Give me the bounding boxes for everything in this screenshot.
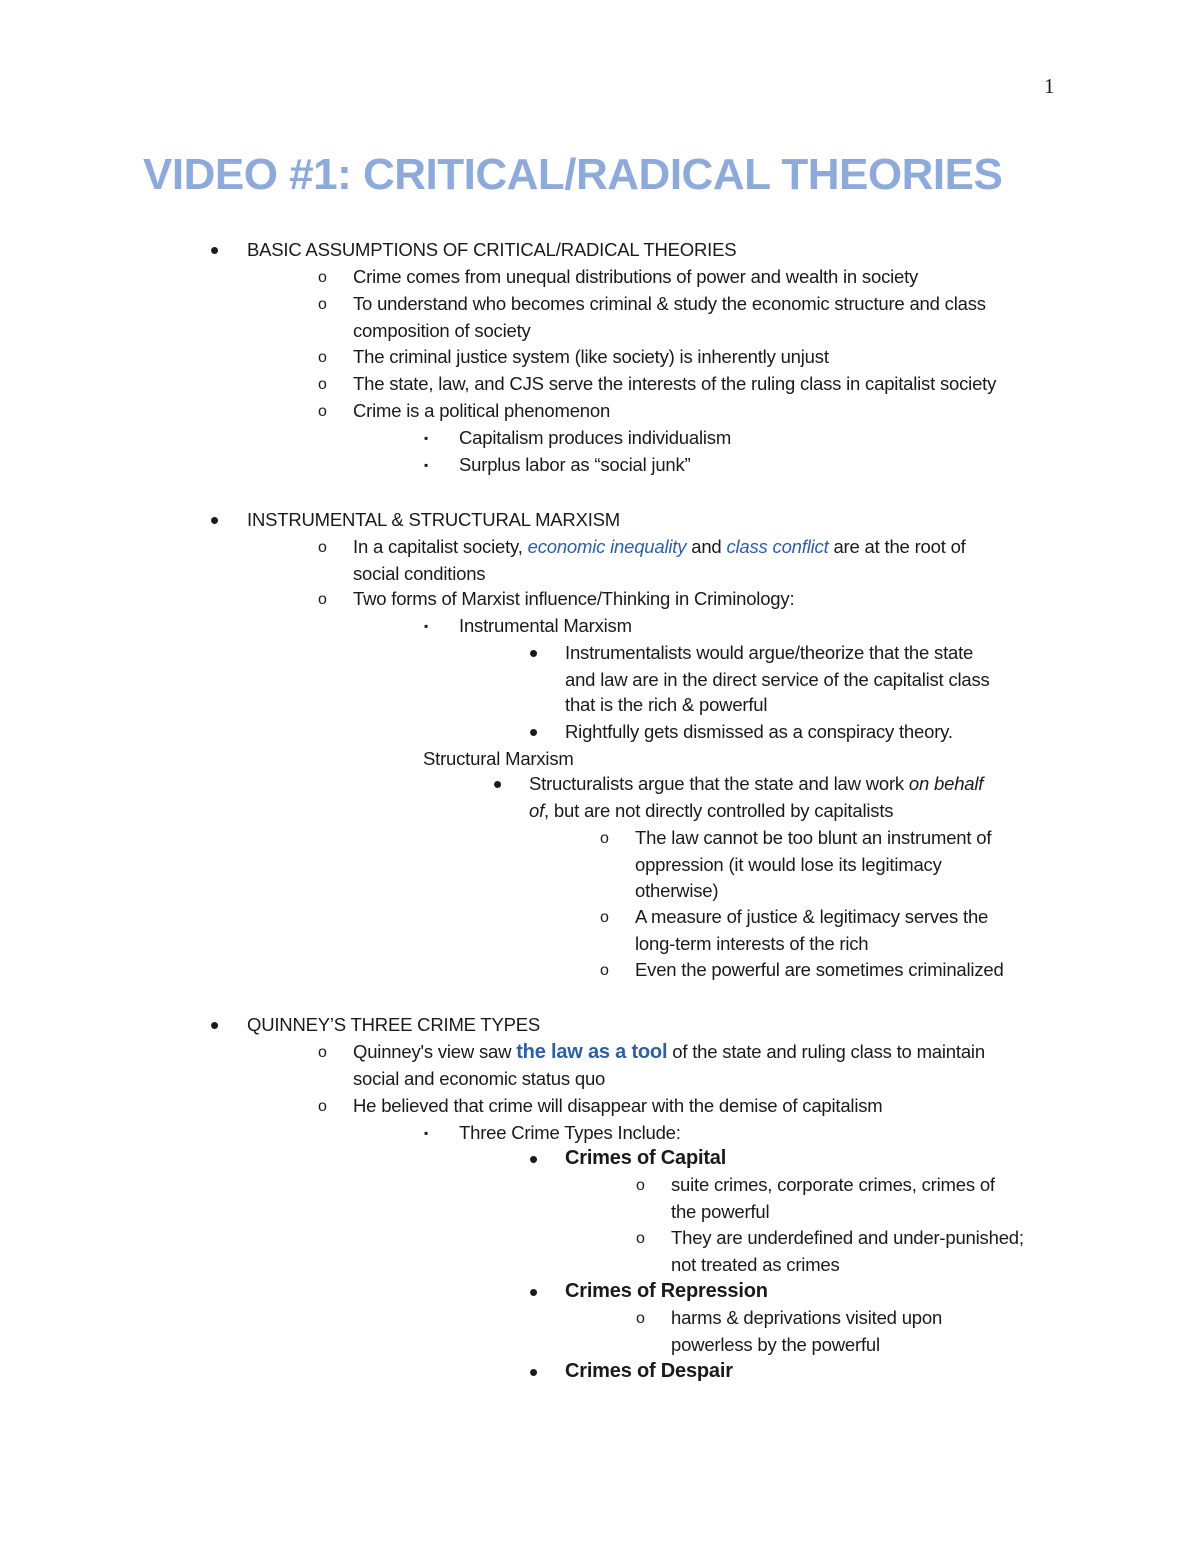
bullet-icon: • <box>529 1357 539 1387</box>
list-item: Crime is a political phenomenon <box>353 400 611 421</box>
circle-bullet-icon: o <box>318 403 327 420</box>
list-item: The state, law, and CJS serve the interests of the ruling class in capitalist society <box>353 373 997 394</box>
point-continuation: of, but are not directly controlled by capitalists <box>529 800 894 821</box>
bullet-icon: • <box>529 1144 539 1174</box>
sub-point: They are underdefined and under-punished; <box>671 1227 1024 1248</box>
circle-bullet-icon: o <box>318 539 327 556</box>
circle-bullet-icon: o <box>600 962 609 979</box>
section-heading-marxism: INSTRUMENTAL & STRUCTURAL MARXISM <box>247 509 621 530</box>
bullet-icon: • <box>210 505 220 535</box>
circle-bullet-icon: o <box>318 591 327 608</box>
point-continuation: that is the rich & powerful <box>565 694 768 715</box>
point: Instrumentalists would argue/theorize that the state <box>565 642 974 663</box>
circle-bullet-icon: o <box>318 1098 327 1115</box>
sub-point-continuation: long-term interests of the rich <box>635 933 869 954</box>
section-heading-quinney: QUINNEY’S THREE CRIME TYPES <box>247 1014 541 1035</box>
section-heading-basic-assumptions: BASIC ASSUMPTIONS OF CRITICAL/RADICAL THEORIES <box>247 239 737 260</box>
list-item: Crime comes from unequal distributions of power and wealth in society <box>353 266 919 287</box>
sub-list-item: Three Crime Types Include: <box>459 1122 681 1143</box>
sub-point-continuation: not treated as crimes <box>671 1254 840 1275</box>
list-item: Quinney's view saw the law as a tool of the state and ruling class to maintain <box>353 1041 985 1063</box>
bullet-icon: • <box>529 1277 539 1307</box>
circle-bullet-icon: o <box>600 909 609 926</box>
list-item-continuation: composition of society <box>353 320 531 341</box>
list-item: To understand who becomes criminal & study the economic structure and class <box>353 293 986 314</box>
list-item: Two forms of Marxist influence/Thinking in Criminology: <box>353 588 795 609</box>
crime-type-repression: Crimes of Repression <box>565 1280 768 1302</box>
crime-type-despair: Crimes of Despair <box>565 1360 733 1382</box>
page-title: VIDEO #1: CRITICAL/RADICAL THEORIES <box>143 150 1003 199</box>
circle-bullet-icon: o <box>318 1044 327 1061</box>
bullet-icon: • <box>529 638 539 668</box>
highlight-law-as-tool: the law as a tool <box>516 1041 668 1063</box>
point: Structuralists argue that the state and law work on behalf <box>529 773 984 794</box>
sub-point: harms & deprivations visited upon <box>671 1307 943 1328</box>
structural-marxism-label: Structural Marxism <box>423 748 574 769</box>
sub-list-item: Capitalism produces individualism <box>459 427 732 448</box>
bullet-icon: • <box>210 235 220 265</box>
sub-point-continuation: oppression (it would lose its legitimacy <box>635 854 942 875</box>
sub-point-continuation: powerless by the powerful <box>671 1334 880 1355</box>
highlight-economic-inequality: economic inequality <box>527 536 687 557</box>
sub-point: The law cannot be too blunt an instrument of <box>635 827 992 848</box>
sub-point: suite crimes, corporate crimes, crimes of <box>671 1174 995 1195</box>
list-item: In a capitalist society, economic inequality and class conflict are at the root of <box>353 536 966 557</box>
circle-bullet-icon: o <box>636 1177 645 1194</box>
sub-point: A measure of justice & legitimacy serves the <box>635 906 989 927</box>
bullet-icon: • <box>210 1010 220 1040</box>
sub-list-item: Surplus labor as “social junk” <box>459 454 691 475</box>
crime-type-capital: Crimes of Capital <box>565 1147 727 1169</box>
sub-point: Even the powerful are sometimes criminalized <box>635 959 1004 980</box>
circle-bullet-icon: o <box>318 349 327 366</box>
square-bullet-icon: ▪ <box>424 431 429 445</box>
square-bullet-icon: ▪ <box>424 458 429 472</box>
circle-bullet-icon: o <box>318 296 327 313</box>
list-item: The criminal justice system (like society) is inherently unjust <box>353 346 829 367</box>
circle-bullet-icon: o <box>636 1310 645 1327</box>
list-item: He believed that crime will disappear with the demise of capitalism <box>353 1095 883 1116</box>
point: Rightfully gets dismissed as a conspiracy theory. <box>565 721 953 742</box>
sub-point-continuation: the powerful <box>671 1201 770 1222</box>
bullet-icon: • <box>493 769 503 799</box>
list-item-continuation: social conditions <box>353 563 486 584</box>
circle-bullet-icon: o <box>600 830 609 847</box>
point-continuation: and law are in the direct service of the capitalist class <box>565 669 990 690</box>
square-bullet-icon: ▪ <box>424 619 429 633</box>
highlight-class-conflict: class conflict <box>726 536 829 557</box>
list-item-continuation: social and economic status quo <box>353 1068 606 1089</box>
sub-point-continuation: otherwise) <box>635 880 719 901</box>
circle-bullet-icon: o <box>636 1230 645 1247</box>
bullet-icon: • <box>529 717 539 747</box>
circle-bullet-icon: o <box>318 376 327 393</box>
sub-list-item-instrumental: Instrumental Marxism <box>459 615 632 636</box>
page-number: 1 <box>1044 74 1055 98</box>
circle-bullet-icon: o <box>318 269 327 286</box>
square-bullet-icon: ▪ <box>424 1126 429 1140</box>
